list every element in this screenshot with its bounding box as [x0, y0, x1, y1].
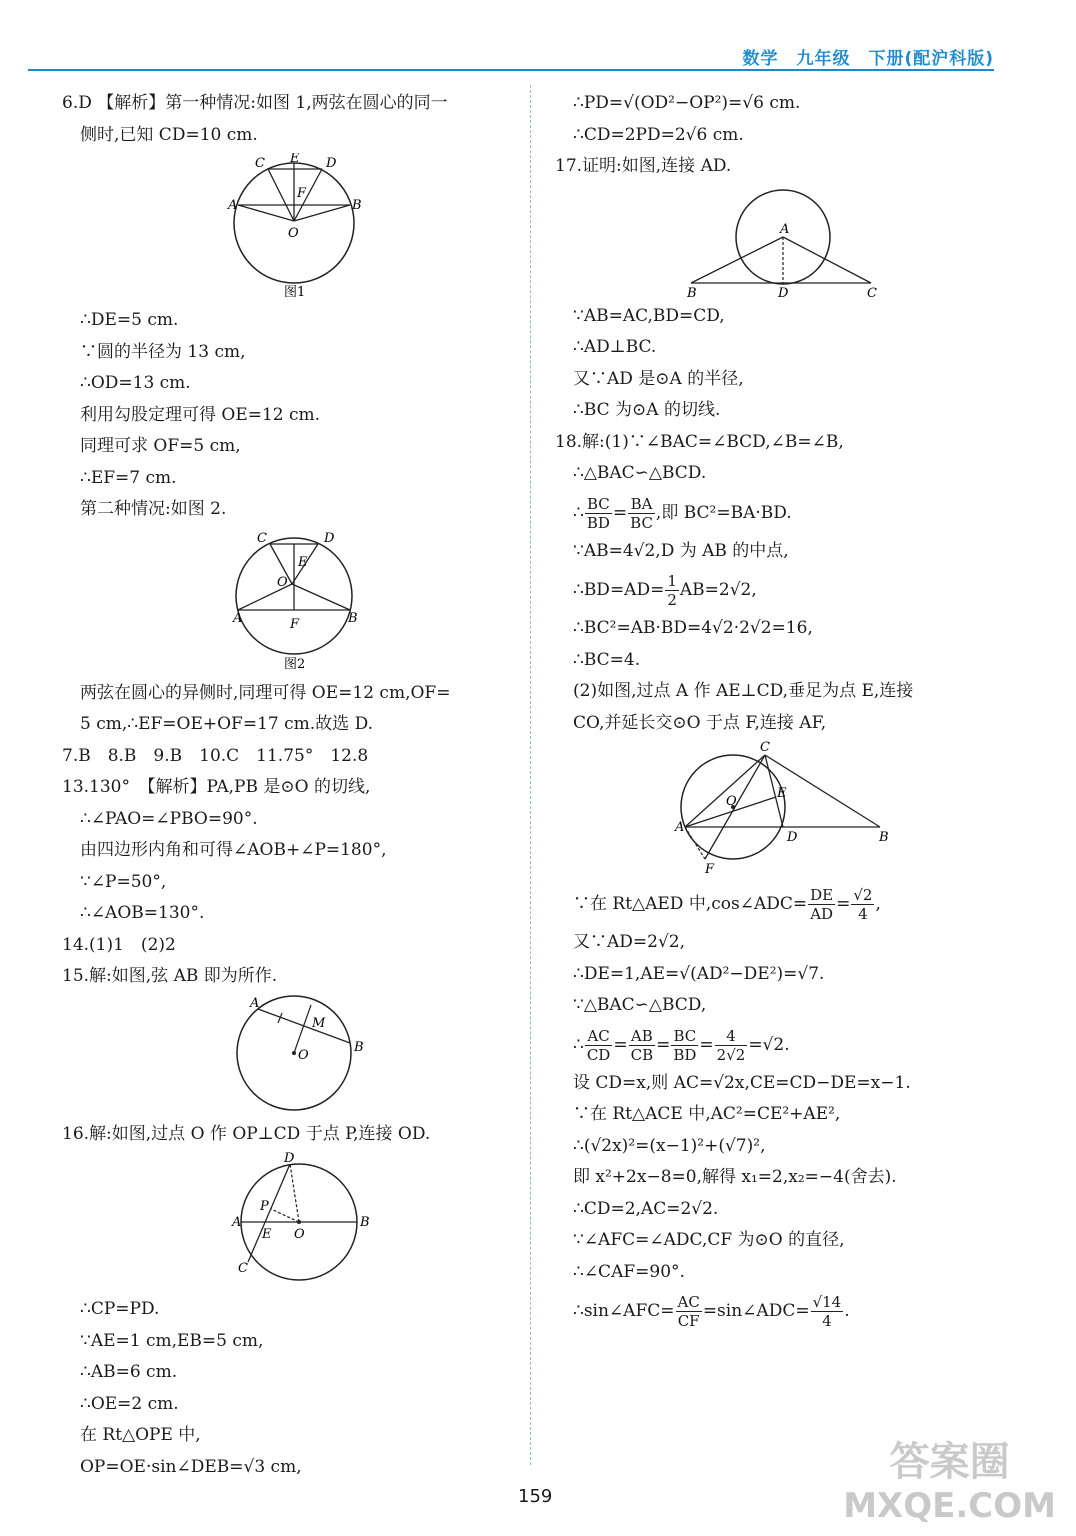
text-line: 14.(1)1 (2)2 — [62, 934, 176, 955]
figure-18 — [555, 741, 1025, 879]
fig16-label: D — [284, 1152, 295, 1166]
fig2-label: B — [348, 610, 358, 626]
fraction — [585, 495, 612, 532]
fig16-label: C — [238, 1261, 248, 1276]
right-column — [555, 88, 1025, 1334]
fig17-label: C — [867, 285, 877, 299]
header-rule — [28, 69, 994, 71]
fig18-label: B — [879, 830, 889, 845]
fraction-numerator: BC — [671, 1027, 698, 1046]
text-line: 利用勾股定理可得 OE=12 cm. — [80, 404, 321, 425]
fig16-label: B — [360, 1215, 370, 1230]
figure-2 — [62, 528, 512, 676]
fraction-denominator: BC — [630, 513, 653, 532]
fraction — [715, 1027, 748, 1064]
fraction-numerator: AC — [585, 1027, 613, 1046]
text-line: 7.B 8.B 9.B 10.C 11.75° 12.8 — [62, 745, 369, 766]
text-line: ∴CP=PD. — [80, 1299, 160, 1319]
text-line: ∴(√2x)²=(x−1)²+(√7)², — [573, 1135, 766, 1156]
text-span: ∴sin∠AFC= — [573, 1301, 675, 1321]
fig15-label: A — [250, 995, 260, 1011]
fraction-numerator: BA — [628, 495, 655, 514]
formula-line: ∴ $\frac{AC}{CD}$ = $\frac{AB}{CB}$ = $\frac{BC}{BD}$ = $\frac{4}{2√2}$ =√2. — [573, 1026, 790, 1064]
text-span: , — [875, 894, 881, 914]
fig15-label: M — [312, 1015, 326, 1031]
fig2-label: A — [233, 610, 243, 626]
fig17-label: D — [778, 285, 789, 299]
fraction — [629, 1027, 656, 1064]
text-line: 18.解:(1)∵∠BAC=∠BCD,∠B=∠B, — [555, 431, 844, 452]
fraction-denominator: 2√2 — [716, 1045, 746, 1064]
text-line: ∵AB=AC,BD=CD, — [573, 305, 725, 326]
text-span: ∵在 Rt△AED 中,cos∠ADC= — [573, 894, 808, 914]
page-number: 159 — [518, 1486, 553, 1507]
text-line: 15.解:如图,弦 AB 即为所作. — [62, 966, 278, 986]
fig18-label: F — [705, 862, 715, 877]
page-header — [0, 0, 1076, 75]
text-line: ∴∠CAF=90°. — [573, 1261, 685, 1282]
text-line: ∴AD⊥BC. — [573, 337, 657, 357]
text-span: =sin∠ADC= — [702, 1301, 810, 1321]
text-span: ∴ — [573, 1034, 584, 1055]
formula-line: ∵在 Rt△AED 中,cos∠ADC= $\frac{DE}{AD}$ = $\frac{√2}{4}$ , — [573, 886, 881, 923]
formula-line — [555, 567, 1025, 613]
text-line: OP=OE·sin∠DEB=√3 cm, — [80, 1456, 302, 1477]
text-line: ∵圆的半径为 13 cm, — [80, 341, 246, 362]
text-line: ∴OD=13 cm. — [80, 373, 191, 393]
text-line: ∴PD=√(OD²−OP²)=√6 cm. — [573, 93, 801, 113]
fraction-denominator: 4 — [858, 905, 868, 923]
fraction-numerator: 1 — [667, 572, 677, 590]
text-line: (2)如图,过点 A 作 AE⊥CD,垂足为点 E,连接 — [573, 681, 914, 701]
watermark-url: MXQE.COM — [843, 1486, 1056, 1526]
fraction-denominator: BD — [586, 513, 610, 532]
fig17-label: A — [780, 221, 790, 237]
text-line: ∴AB=6 cm. — [80, 1362, 178, 1382]
fig1-label: O — [288, 226, 299, 241]
fig2-label: C — [257, 530, 267, 546]
left-column — [62, 88, 512, 1483]
fraction — [665, 572, 679, 609]
text-line: ∴EF=7 cm. — [80, 467, 177, 488]
fraction-numerator: DE — [810, 886, 834, 904]
fraction-numerator: √2 — [853, 886, 873, 904]
text-line: 第二种情况:如图 2. — [80, 499, 227, 519]
fraction-denominator: AD — [810, 905, 834, 923]
text-line: 在 Rt△OPE 中, — [80, 1425, 201, 1445]
text-line: ∵AE=1 cm,EB=5 cm, — [80, 1330, 264, 1351]
fig16-label: P — [260, 1199, 269, 1214]
fraction-numerator: AB — [629, 1027, 656, 1046]
text-line: ∴BC 为⊙A 的切线. — [573, 400, 721, 420]
fraction-numerator: 4 — [715, 1027, 748, 1046]
fraction — [671, 1027, 698, 1064]
fig16-label: E — [262, 1227, 272, 1242]
fig2-label: O — [277, 574, 288, 590]
fig2-label: F — [290, 616, 300, 632]
text-line: 6.D 【解析】第一种情况:如图 1,两弦在圆心的同一 — [62, 93, 448, 113]
text-line: ∴△BAC∽△BCD. — [573, 463, 707, 483]
fig16-label: O — [294, 1227, 305, 1242]
fraction-numerator: BC — [585, 495, 612, 514]
fraction — [811, 1293, 844, 1330]
text-line: ∴CD=2PD=2√6 cm. — [573, 124, 744, 145]
text-line: ∵∠P=50°, — [80, 871, 167, 892]
text-span: . — [844, 1301, 850, 1321]
figure-1 — [62, 153, 512, 303]
text-line: ∴BC²=AB·BD=4√2·2√2=16, — [573, 618, 813, 638]
text-line: ∴∠PAO=∠PBO=90°. — [80, 808, 258, 829]
fig2-label: E — [298, 554, 308, 570]
text-span: =√2. — [748, 1034, 790, 1055]
text-line: ∴BC=4. — [573, 649, 641, 670]
text-line: 又∵AD 是⊙A 的半径, — [573, 368, 744, 389]
fraction — [628, 495, 655, 532]
header-title: 数学 九年级 下册(配沪科版) — [742, 49, 994, 69]
fig1-label: D — [326, 156, 337, 171]
text-line: 由四边形内角和可得∠AOB+∠P=180°, — [80, 840, 387, 860]
fig18-label: A — [675, 820, 685, 835]
fig1-caption: 图1 — [284, 285, 306, 300]
text-line: ∴OE=2 cm. — [80, 1393, 179, 1414]
text-line: ∴DE=5 cm. — [80, 310, 179, 330]
text-line: ∴∠AOB=130°. — [80, 903, 205, 923]
watermark — [843, 1440, 1056, 1528]
fig16-label: A — [232, 1215, 242, 1230]
formula-line: ∴ $\frac{BC}{BD}$ = $\frac{BA}{BC}$ ,即 BC²=BA·BD. — [573, 494, 792, 532]
fraction-numerator: AC — [677, 1293, 700, 1311]
text-line: ∴DE=1,AE=√(AD²−DE²)=√7. — [573, 963, 825, 984]
fig18-label: O — [726, 794, 737, 809]
fig2-label: D — [324, 530, 335, 546]
figure-17 — [555, 185, 1025, 299]
text-line: 即 x²+2x−8=0,解得 x₁=2,x₂=−4(舍去). — [573, 1167, 897, 1187]
fig1-label: B — [352, 198, 362, 213]
figure-15 — [62, 995, 512, 1117]
fraction-denominator: 4 — [822, 1312, 832, 1330]
text-line: CO,并延长交⊙O 于点 F,连接 AF, — [573, 712, 827, 733]
formula-line — [555, 1288, 1025, 1334]
column-divider — [530, 85, 531, 1465]
fraction-numerator: √14 — [812, 1293, 842, 1311]
text-line: 设 CD=x,则 AC=√2x,CE=CD−DE=x−1. — [573, 1072, 911, 1093]
fig1-label: A — [228, 198, 238, 213]
fraction-denominator: CB — [630, 1045, 654, 1064]
text-line: 同理可求 OF=5 cm, — [80, 436, 241, 456]
text-line: ∵△BAC∽△BCD, — [573, 995, 707, 1015]
text-line: ∵AB=4√2,D 为 AB 的中点, — [573, 540, 789, 561]
text-span: ∴ — [573, 502, 584, 523]
text-line: 又∵AD=2√2, — [573, 932, 686, 952]
text-line: 17.证明:如图,连接 AD. — [555, 156, 732, 176]
text-line: 两弦在圆心的异侧时,同理可得 OE=12 cm,OF= — [80, 682, 451, 703]
fig1-label: C — [255, 156, 265, 171]
fraction — [851, 886, 874, 923]
fig1-label: E — [290, 153, 300, 166]
text-line: ∵∠AFC=∠ADC,CF 为⊙O 的直径, — [573, 1230, 845, 1250]
text-span: AB=2√2, — [679, 580, 757, 600]
fraction — [676, 1293, 702, 1330]
figure-16 — [62, 1152, 512, 1292]
fig18-label: E — [777, 786, 787, 801]
text-line: 16.解:如图,过点 O 作 OP⊥CD 于点 P,连接 OD. — [62, 1123, 431, 1144]
text-line: 13.130° 【解析】PA,PB 是⊙O 的切线, — [62, 777, 371, 797]
fig17-label: B — [687, 285, 697, 299]
text-span: ∴BD=AD= — [573, 580, 665, 600]
text-line: 侧时,已知 CD=10 cm. — [80, 124, 258, 145]
watermark-text: 答案圈 — [889, 1439, 1010, 1485]
fig15-label: B — [354, 1039, 364, 1055]
text-line: 5 cm,∴EF=OE+OF=17 cm.故选 D. — [80, 714, 374, 734]
fraction-denominator: 2 — [667, 591, 677, 609]
fig2-caption: 图2 — [284, 656, 306, 672]
fig18-label: C — [760, 741, 770, 755]
fraction-denominator: CD — [586, 1045, 611, 1064]
fraction-denominator: BD — [673, 1045, 697, 1064]
text-span: ,即 BC²=BA·BD. — [655, 502, 792, 523]
fraction-denominator: CF — [677, 1312, 700, 1330]
fig15-label: O — [298, 1047, 309, 1063]
fraction — [585, 1027, 613, 1064]
text-line: ∵在 Rt△ACE 中,AC²=CE²+AE², — [573, 1104, 841, 1124]
text-line: ∴CD=2,AC=2√2. — [573, 1198, 719, 1219]
fraction — [808, 886, 835, 923]
fig1-label: F — [297, 186, 307, 201]
fig18-label: D — [787, 830, 798, 845]
